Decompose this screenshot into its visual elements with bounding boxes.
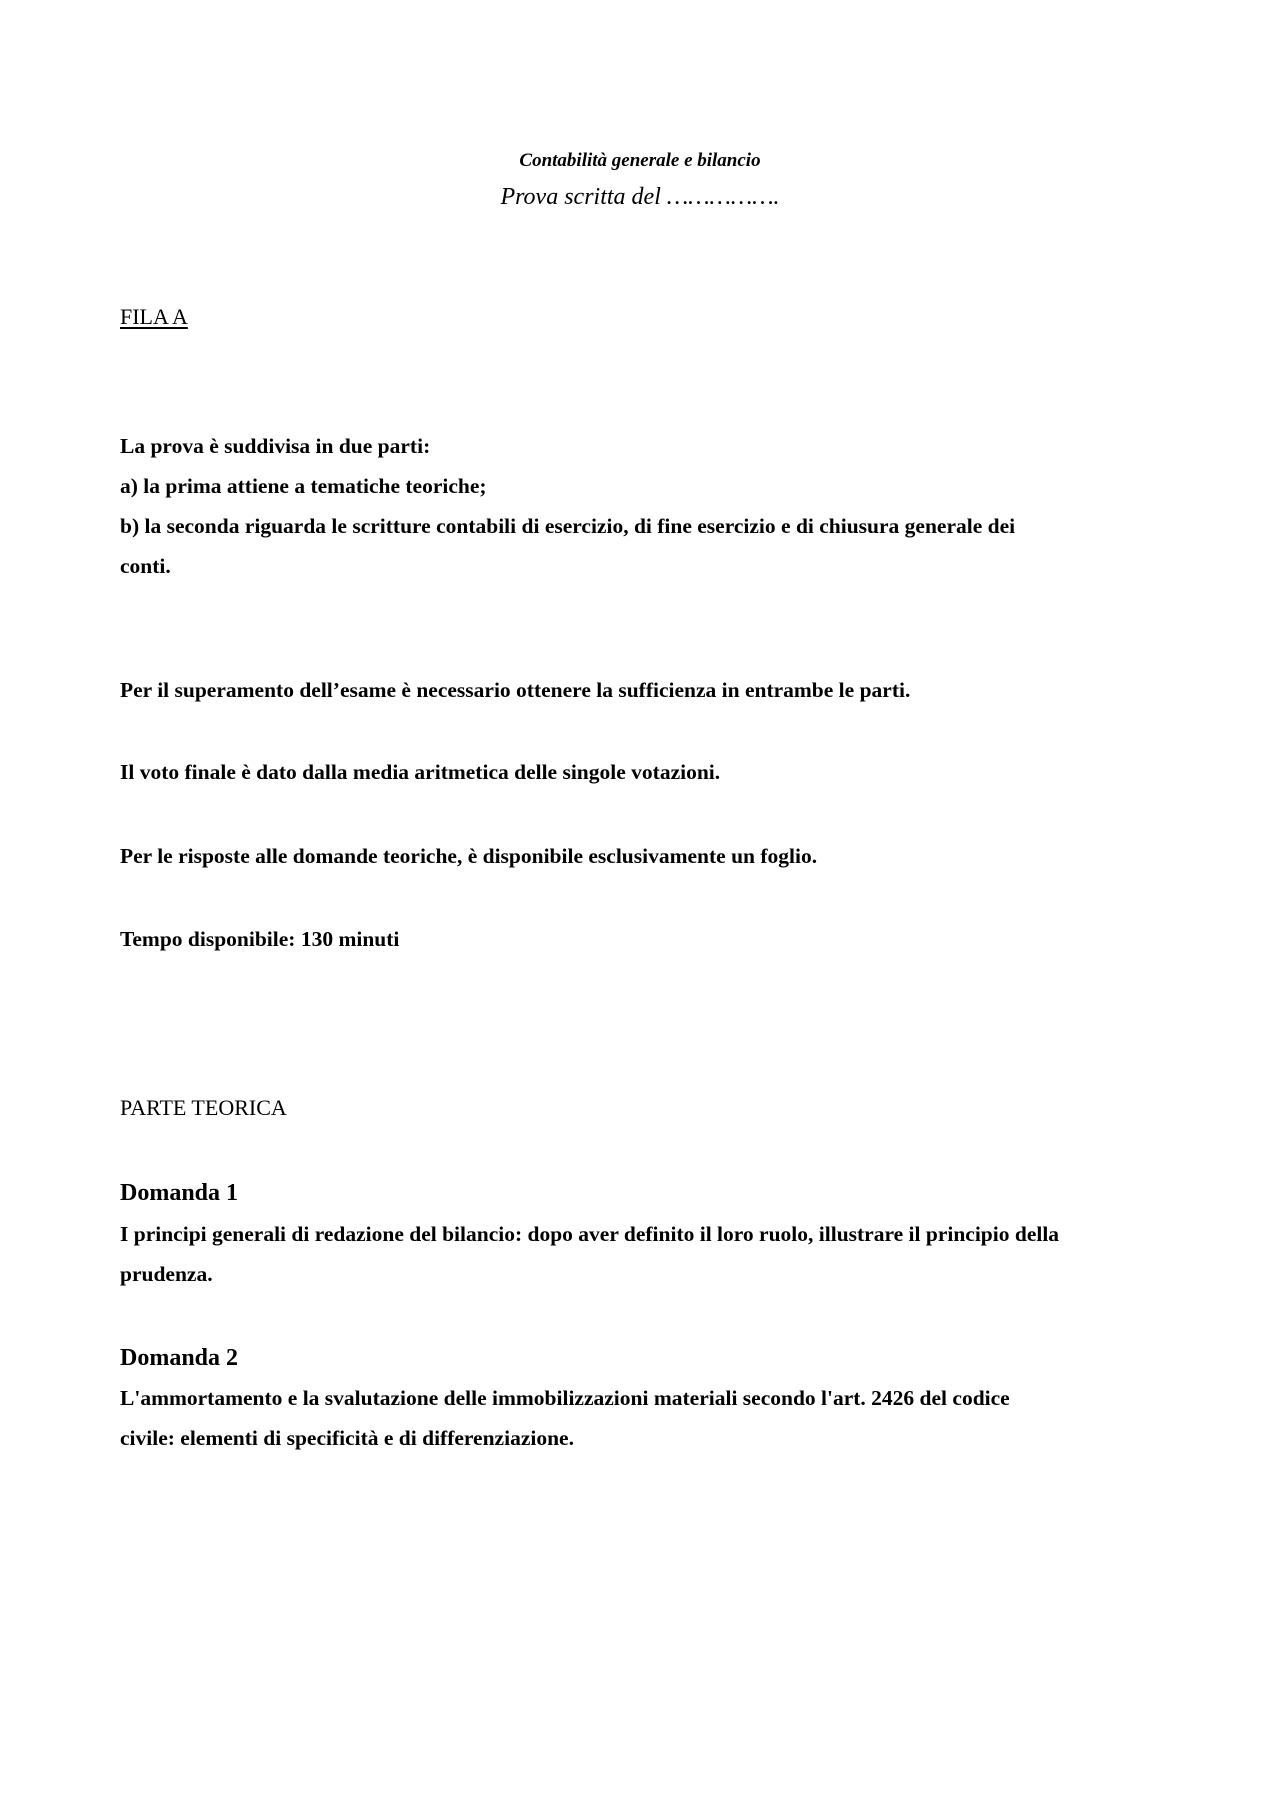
question-1-line-2: prudenza. [120,1262,213,1286]
question-2-heading: Domanda 2 [120,1345,239,1371]
intro-line-3a: b) la seconda riguarda le scritture contabili di esercizio, di fine esercizio e di chiusura generale dei [120,514,1016,538]
rule-answer-sheet: Per le risposte alle domande teoriche, è disponibile esclusivamente un foglio. [120,844,818,868]
question-1-text [120,1214,1170,1294]
intro-line-1: La prova è suddivisa in due parti: [120,434,431,458]
intro-paragraph [120,426,1170,586]
rule-passing: Per il superamento dell’esame è necessario ottenere la sufficienza in entrambe le parti. [120,678,911,702]
question-2-line-2: civile: elementi di specificità e di differenziazione. [120,1426,574,1450]
intro-line-2: a) la prima attiene a tematiche teoriche; [120,474,487,498]
question-1-heading: Domanda 1 [120,1180,239,1206]
rule-final-grade: Il voto finale è dato dalla media aritmetica delle singole votazioni. [120,760,721,784]
fila-label: FILA A [120,304,188,329]
course-title: Contabilità generale e bilancio [519,150,761,171]
exam-date-line: Prova scritta del ……………. [500,184,780,210]
rule-time: Tempo disponibile: 130 minuti [120,927,400,951]
section-title: PARTE TEORICA [120,1095,287,1120]
intro-line-3b: conti. [120,554,171,578]
question-2-line-1: L'ammortamento e la svalutazione delle immobilizzazioni materiali secondo l'art. 2426 del codice [120,1386,1010,1410]
question-2-text [120,1378,1170,1458]
question-1-line-1: I principi generali di redazione del bilancio: dopo aver definito il loro ruolo, illustrare il principio della [120,1222,1060,1246]
